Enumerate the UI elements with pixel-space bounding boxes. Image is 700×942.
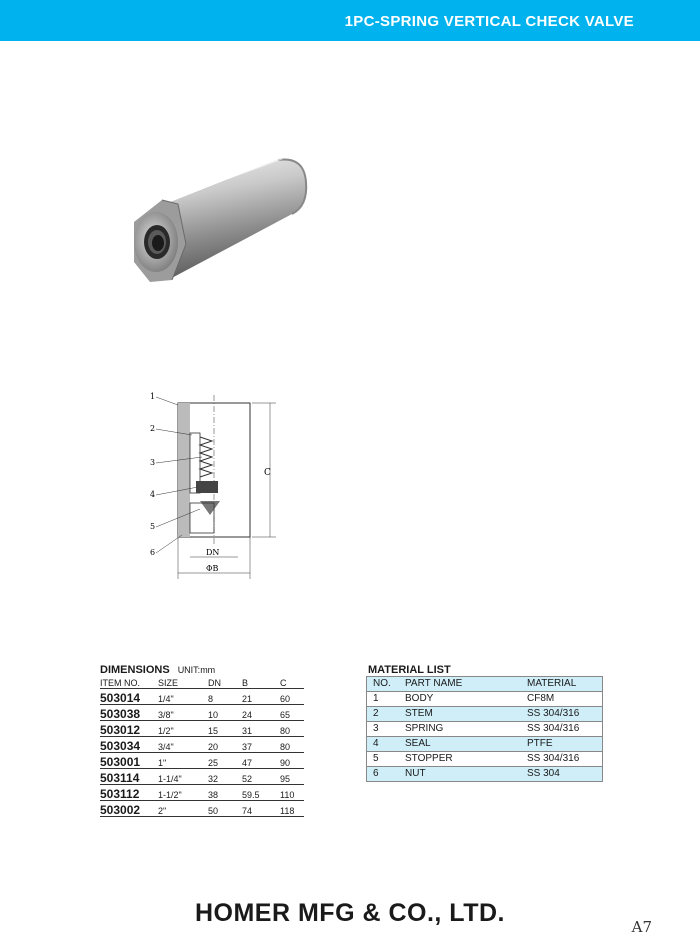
col-part-name: PART NAME [405, 678, 463, 689]
table-row [100, 769, 304, 785]
size: 3/4" [158, 742, 174, 752]
col-c: C [280, 678, 287, 688]
part-material: PTFE [527, 738, 553, 749]
c: 80 [280, 726, 291, 736]
item-no: 503014 [100, 691, 141, 705]
company-name: HOMER MFG & CO., LTD. [194, 899, 505, 927]
table-row [367, 722, 602, 737]
size: 3/8" [158, 710, 174, 720]
size: 2" [158, 806, 167, 816]
part-name: STOPPER [405, 753, 453, 764]
item-no: 503001 [100, 755, 141, 769]
b: 21 [242, 694, 253, 704]
part-no: 1 [373, 693, 379, 704]
dim-b-label: ΦB [206, 564, 219, 573]
dim-dn-label: DN [206, 548, 220, 557]
item-no: 503112 [100, 787, 140, 801]
part-material: SS 304 [527, 768, 560, 779]
dim-c-label: C [264, 468, 271, 478]
material-header-row [367, 677, 602, 692]
part-no: 2 [373, 708, 379, 719]
col-item-no: ITEM NO. [100, 678, 140, 688]
part-name: STEM [405, 708, 433, 719]
dn: 15 [208, 726, 219, 736]
col-material: MATERIAL [527, 678, 577, 689]
size: 1-1/4" [158, 774, 182, 784]
col-b: B [242, 678, 249, 688]
product-photo [128, 152, 328, 292]
table-row [367, 692, 602, 707]
dn: 20 [208, 742, 219, 752]
table-row [367, 767, 602, 782]
dimensions-title: DIMENSIONS [100, 664, 170, 676]
b: 47 [242, 758, 253, 768]
part-material: SS 304/316 [527, 723, 580, 734]
part-no: 3 [373, 723, 379, 734]
table-row [100, 705, 304, 721]
page-number: A7 [631, 918, 652, 936]
c: 95 [280, 774, 291, 784]
c: 60 [280, 694, 291, 704]
callout-5: 5 [150, 522, 156, 531]
section-drawing [140, 385, 300, 585]
callout-3: 3 [150, 458, 156, 467]
material-table [366, 676, 603, 782]
material-list [366, 664, 603, 782]
item-no: 503114 [100, 771, 140, 785]
part-name: NUT [405, 768, 426, 779]
c: 80 [280, 742, 291, 752]
size: 1/2" [158, 726, 174, 736]
b: 52 [242, 774, 253, 784]
header-bar [0, 0, 700, 41]
col-dn: DN [208, 678, 221, 688]
item-no: 503012 [100, 723, 141, 737]
table-row [367, 707, 602, 722]
size: 1-1/2" [158, 790, 182, 800]
dimensions-header-row [100, 677, 304, 689]
item-no: 503002 [100, 803, 141, 817]
callout-1: 1 [150, 392, 156, 401]
table-row [100, 801, 304, 817]
part-name: SPRING [405, 723, 444, 734]
part-material: SS 304/316 [527, 753, 580, 764]
size: 1" [158, 758, 167, 768]
material-list-title: MATERIAL LIST [368, 664, 451, 676]
b: 37 [242, 742, 253, 752]
dn: 50 [208, 806, 219, 816]
dn: 38 [208, 790, 219, 800]
dimensions-unit: UNIT:mm [177, 665, 216, 675]
callout-4: 4 [150, 490, 156, 499]
b: 74 [242, 806, 253, 816]
part-material: SS 304/316 [527, 708, 580, 719]
c: 110 [280, 790, 295, 800]
col-size: SIZE [158, 678, 179, 688]
c: 90 [280, 758, 291, 768]
callout-2: 2 [150, 424, 156, 433]
dn: 10 [208, 710, 219, 720]
part-name: BODY [405, 693, 434, 704]
col-no: NO. [373, 678, 391, 689]
dn: 32 [208, 774, 219, 784]
part-no: 5 [373, 753, 379, 764]
item-no: 503038 [100, 707, 141, 721]
part-material: CF8M [527, 693, 555, 704]
part-no: 4 [373, 738, 379, 749]
c: 118 [280, 806, 295, 816]
table-row [367, 737, 602, 752]
size: 1/4" [158, 694, 174, 704]
b: 59.5 [242, 790, 260, 800]
table-row [100, 737, 304, 753]
table-row [100, 721, 304, 737]
item-no: 503034 [100, 739, 141, 753]
b: 24 [242, 710, 253, 720]
part-no: 6 [373, 768, 379, 779]
table-row [367, 752, 602, 767]
callout-6: 6 [150, 548, 156, 557]
dn: 8 [208, 694, 214, 704]
part-name: SEAL [405, 738, 431, 749]
table-row [100, 689, 304, 705]
b: 31 [242, 726, 253, 736]
dn: 25 [208, 758, 219, 768]
page-title: 1PC-SPRING VERTICAL CHECK VALVE [344, 13, 634, 30]
dimensions-table [100, 664, 304, 817]
c: 65 [280, 710, 291, 720]
table-row [100, 753, 304, 769]
table-row [100, 785, 304, 801]
dimensions-heading [100, 664, 304, 677]
